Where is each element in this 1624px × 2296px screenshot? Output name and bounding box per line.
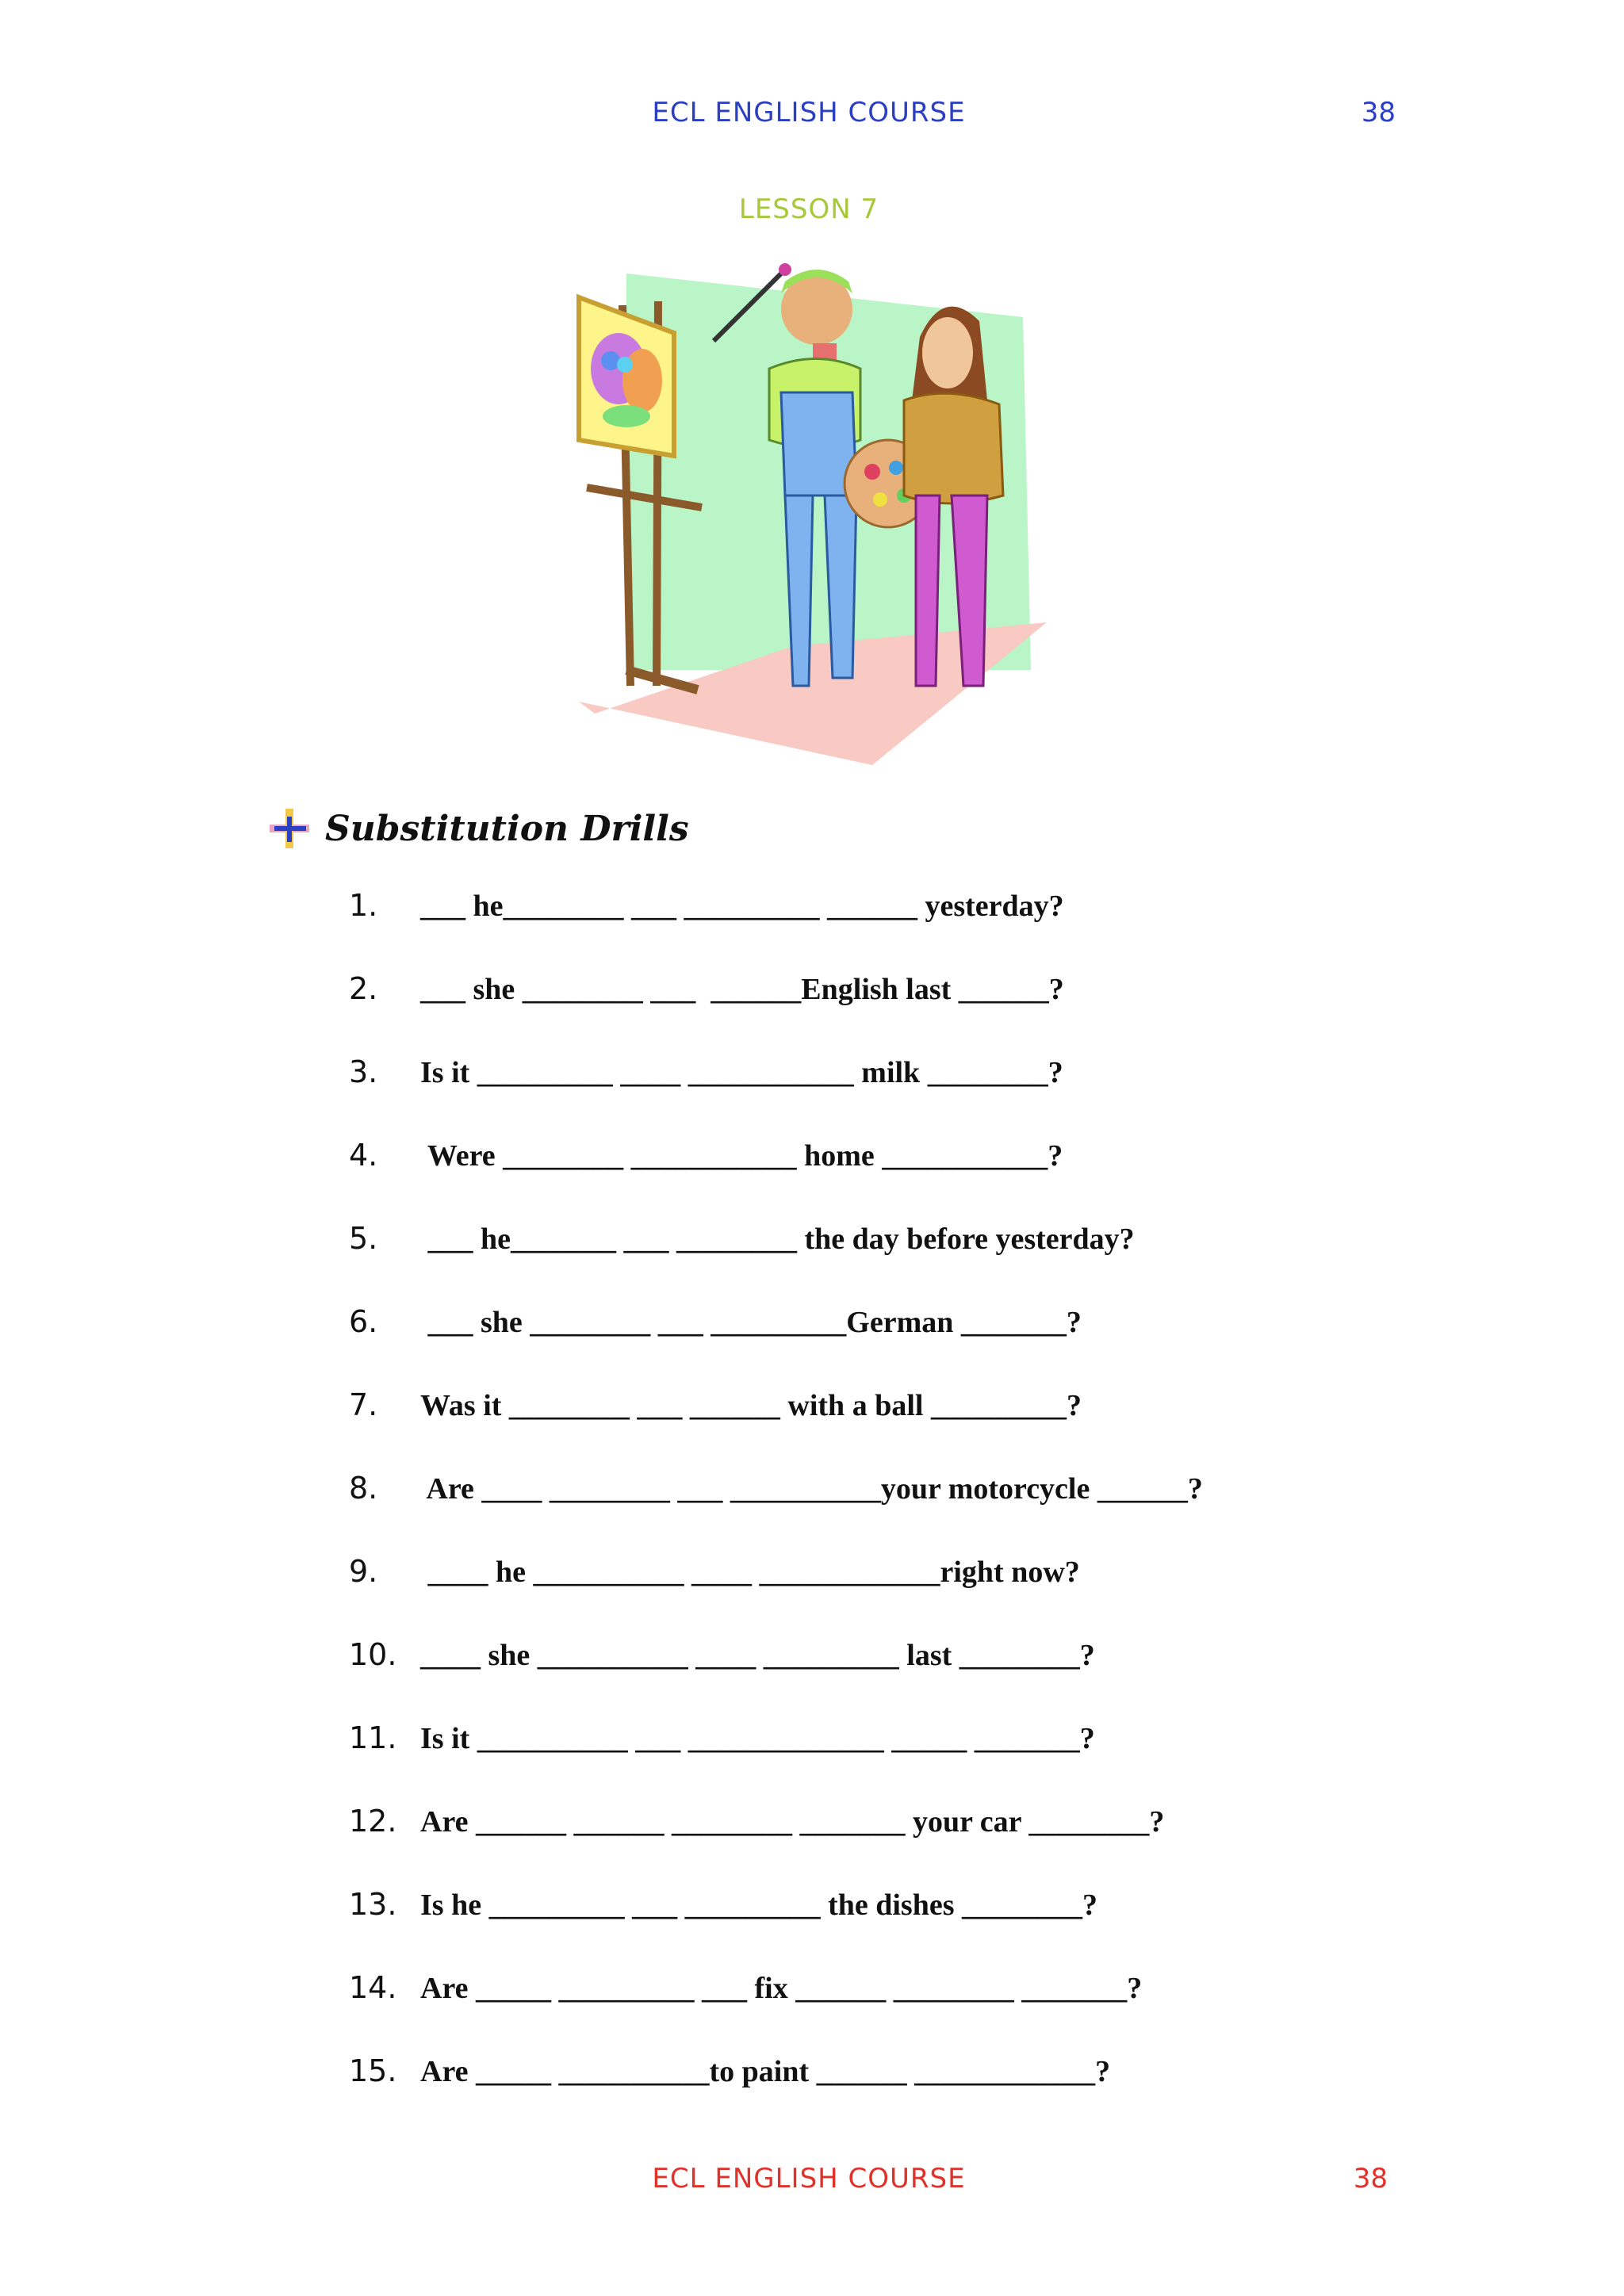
drill-number: 12.	[349, 1804, 397, 1839]
drill-number: 11.	[349, 1720, 397, 1755]
drill-item	[349, 1720, 1380, 1768]
drill-number: 3.	[349, 1054, 378, 1089]
drill-number: 2.	[349, 971, 378, 1006]
drill-text: Are ______ ______ ________ _______ your car ________?	[420, 1805, 1165, 1839]
woman-sweater	[904, 393, 1003, 503]
drill-text: Are _____ _________ ___ fix ______ ________ _______?	[420, 1972, 1143, 2005]
drill-number: 15.	[349, 2053, 397, 2088]
drill-text: Is he _________ ___ _________ the dishes ________?	[420, 1888, 1097, 1922]
drill-text: Are ____ ________ ___ __________your motorcycle ______?	[420, 1472, 1203, 1506]
painter-illustration	[555, 258, 1063, 773]
drill-number: 13.	[349, 1887, 397, 1922]
drill-number: 9.	[349, 1554, 378, 1589]
bullet-cross-icon	[270, 809, 309, 848]
drill-item	[349, 888, 1380, 936]
drill-number: 10.	[349, 1637, 397, 1672]
lesson-title: LESSON 7	[738, 193, 879, 225]
drill-text: Was it ________ ___ ______ with a ball _________?	[420, 1389, 1082, 1422]
drill-item	[349, 1387, 1380, 1435]
drill-item	[349, 1554, 1380, 1601]
palette-paint	[864, 464, 880, 480]
drill-text: ___ he_______ ___ ________ the day before yesterday?	[420, 1223, 1135, 1256]
header-page-number: 38	[1361, 97, 1396, 128]
drill-number: 8.	[349, 1471, 378, 1506]
palette-paint	[873, 492, 887, 507]
drill-text: Are _____ __________to paint ______ ____________?	[420, 2055, 1111, 2088]
canvas-paint	[603, 405, 650, 427]
drill-text: ___ she ________ ___ ______English last ______?	[420, 973, 1064, 1006]
drill-text: ____ he __________ ____ ____________right now?	[420, 1556, 1080, 1589]
footer-page-number: 38	[1353, 2163, 1388, 2195]
section-title: Substitution Drills	[325, 808, 689, 849]
drill-item	[349, 1804, 1380, 1851]
drill-item	[349, 1304, 1380, 1352]
drill-number: 6.	[349, 1304, 378, 1339]
drill-item	[349, 1970, 1380, 2018]
canvas-paint	[617, 357, 633, 373]
drill-item	[349, 1138, 1380, 1185]
footer-title: ECL ENGLISH COURSE	[652, 2163, 966, 2195]
drill-item	[349, 1887, 1380, 1934]
canvas-paint	[601, 351, 620, 370]
drill-text: ____ she __________ ____ _________ last ________?	[420, 1639, 1095, 1672]
drill-number: 5.	[349, 1221, 378, 1256]
drill-number: 7.	[349, 1387, 378, 1422]
drill-item	[349, 1221, 1380, 1269]
drill-number: 4.	[349, 1138, 378, 1173]
drill-text: Is it _________ ____ ___________ milk ________?	[420, 1056, 1063, 1089]
woman-leg	[916, 496, 940, 686]
drill-number: 1.	[349, 888, 378, 923]
palette-paint	[889, 461, 903, 475]
drill-item	[349, 1637, 1380, 1685]
drill-text: Is it __________ ___ _____________ _____ _______?	[420, 1722, 1095, 1755]
section-heading	[270, 801, 689, 856]
header-title: ECL ENGLISH COURSE	[652, 97, 966, 128]
drill-item	[349, 1054, 1380, 1102]
drill-item	[349, 971, 1380, 1019]
drill-text: ___ she ________ ___ _________German _______?	[420, 1306, 1082, 1339]
drill-text: ___ he________ ___ _________ ______ yesterday?	[420, 890, 1064, 923]
easel-base	[626, 670, 698, 690]
woman-face	[922, 317, 973, 388]
paintbrush-tip	[779, 263, 791, 276]
drill-item	[349, 2053, 1380, 2101]
drill-text: Were ________ ___________ home ___________?	[420, 1139, 1063, 1173]
drill-item	[349, 1471, 1380, 1518]
drill-number: 14.	[349, 1970, 397, 2005]
